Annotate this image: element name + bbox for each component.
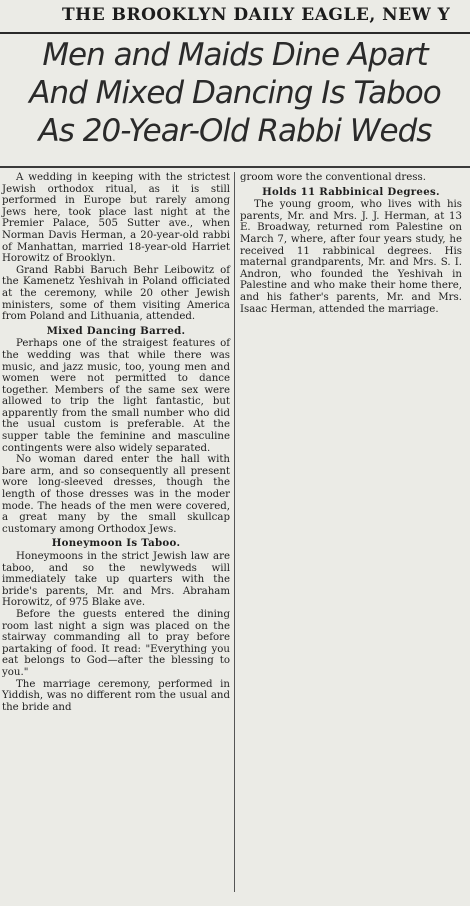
paragraph: The young groom, who lives with his parents, Mr. and Mrs. J. J. Herman, at 13 E. Broadway, returned rom Palestine on March 7, where, after four years study, he received 11 rabbinical degrees. His maternal grandparents, Mr. and Mrs. S. I. Andron, who founded the Yeshivah in Palestine and who make their home there, and his father's parents, Mr. and Mrs. Isaac Herman, attended the marriage. — [240, 199, 462, 315]
headline-line-1: Men and Maids Dine Apart — [42, 37, 428, 73]
article-column-left — [2, 172, 230, 713]
headline-line-3: As 20-Year-Old Rabbi Weds — [38, 113, 432, 149]
column-divider — [234, 172, 235, 892]
subhead-honeymoon: Honeymoon Is Taboo. — [51, 537, 181, 550]
headline-line-2: And Mixed Dancing Is Taboo — [29, 75, 441, 111]
paragraph: The marriage ceremony, performed in Yiddish, was no different rom the usual and the bride and — [2, 678, 230, 713]
paragraph: No woman dared enter the hall with bare arm, and so consequently all present wore long-sleeved dresses, though the length of those dresses was in the moder mode. The heads of the men were covered, a great many by the small skullcap customary among Orthodox Jews. — [2, 454, 230, 535]
paragraph: Honeymoons in the strict Jewish law are taboo, and so the newlyweds will immediately take up quarters with the bride's parents, Mr. and Mrs. Abraham Horowitz, of 975 Blake ave. — [2, 551, 230, 609]
newspaper-name: THE BROOKLYN DAILY EAGLE, NEW Y — [62, 5, 451, 25]
paragraph: Grand Rabbi Baruch Behr Leibowitz of the Kamenetz Yeshivah in Poland officiated at the ceremony, while 20 other Jewish ministers, some of them visiting America from Poland and Lithuania, attended. — [2, 264, 230, 323]
subhead-rabbinical-degrees: Holds 11 Rabbinical Degrees. — [262, 185, 440, 198]
paragraph: Before the guests entered the dining room last night a sign was placed on the stairway commanding all to pray before partaking of food. It read: "Everything you eat belongs to God—after the blessing to you." — [2, 608, 230, 678]
headline — [0, 36, 470, 150]
article-column-right — [240, 172, 462, 315]
subhead-mixed-dancing: Mixed Dancing Barred. — [46, 324, 186, 337]
paragraph: A wedding in keeping with the strictest Jewish orthodox ritual, as it is still performed in Europe but rarely among Jews here, took place last night at the Premier Palace, 505 Sutter ave., when Norman Davis Herman, a 20-year-old rabbi of Manhattan, married 18-year-old Harriet Horowitz of Brooklyn. — [2, 172, 230, 265]
paragraph: groom wore the conventional dress. — [240, 172, 426, 183]
headline-rule — [0, 166, 470, 168]
masthead — [0, 0, 470, 34]
paragraph: Perhaps one of the straigest features of the wedding was that while there was music, and jazz music, too, young men and women were not permitted to dance together. Members of the same sex were allowed to trip the light fantastic, but apparently from the small number who did the usual custom is preferable. At the supper table the feminine and masculine contingents were also widely separated. — [2, 338, 230, 454]
